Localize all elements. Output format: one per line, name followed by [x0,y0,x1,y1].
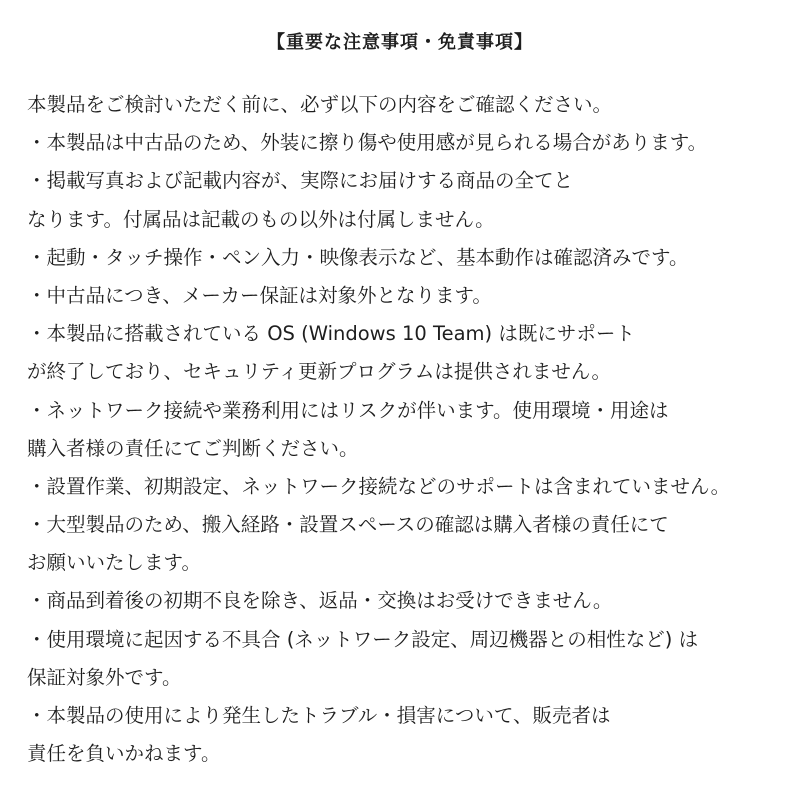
notice-line: ・ネットワーク接続や業務利用にはリスクが伴います。使用環境・用途は [27,398,669,422]
notice-body [27,86,787,773]
notice-line: ・大型製品のため、搬入経路・設置スペースの確認は購入者様の責任にて [27,513,669,537]
notice-line: お願いいたします。 [27,551,201,575]
page-title: 【重要な注意事項・免責事項】 [267,32,533,53]
notice-line: ・掲載写真および記載内容が、実際にお届けする商品の全てと [27,169,574,193]
notice-line: ・中古品につき、メーカー保証は対象外となります。 [27,283,492,307]
notice-line: 責任を負いかねます。 [27,742,221,766]
notice-line: ・本製品は中古品のため、外装に擦り傷や使用感が見られる場合があります。 [27,131,708,155]
notice-line: ・商品到着後の初期不良を除き、返品・交換はお受けできません。 [27,589,613,613]
notice-line: ・使用環境に起因する不具合 (ネットワーク設定、周辺機器との相性など) は [27,627,699,651]
notice-line: 本製品をご検討いただく前に、必ず以下の内容をご確認ください。 [27,93,613,116]
notice-line: 購入者様の責任にてご判断ください。 [27,436,359,460]
notice-line: なります。付属品は記載のもの以外は付属しません。 [27,207,495,231]
notice-line: ・設置作業、初期設定、ネットワーク接続などのサポートは含まれていません。 [27,474,731,498]
notice-line: が終了しており、セキュリティ更新プログラムは提供されません。 [27,360,612,384]
notice-line: ・起動・タッチ操作・ペン入力・映像表示など、基本動作は確認済みです。 [27,245,689,269]
notice-line: ・本製品に搭載されている OS (Windows 10 Team) は既にサポート [27,322,635,346]
notice-line: 保証対象外です。 [27,665,182,689]
notice-line: ・本製品の使用により発生したトラブル・損害について、販売者は [27,704,611,727]
